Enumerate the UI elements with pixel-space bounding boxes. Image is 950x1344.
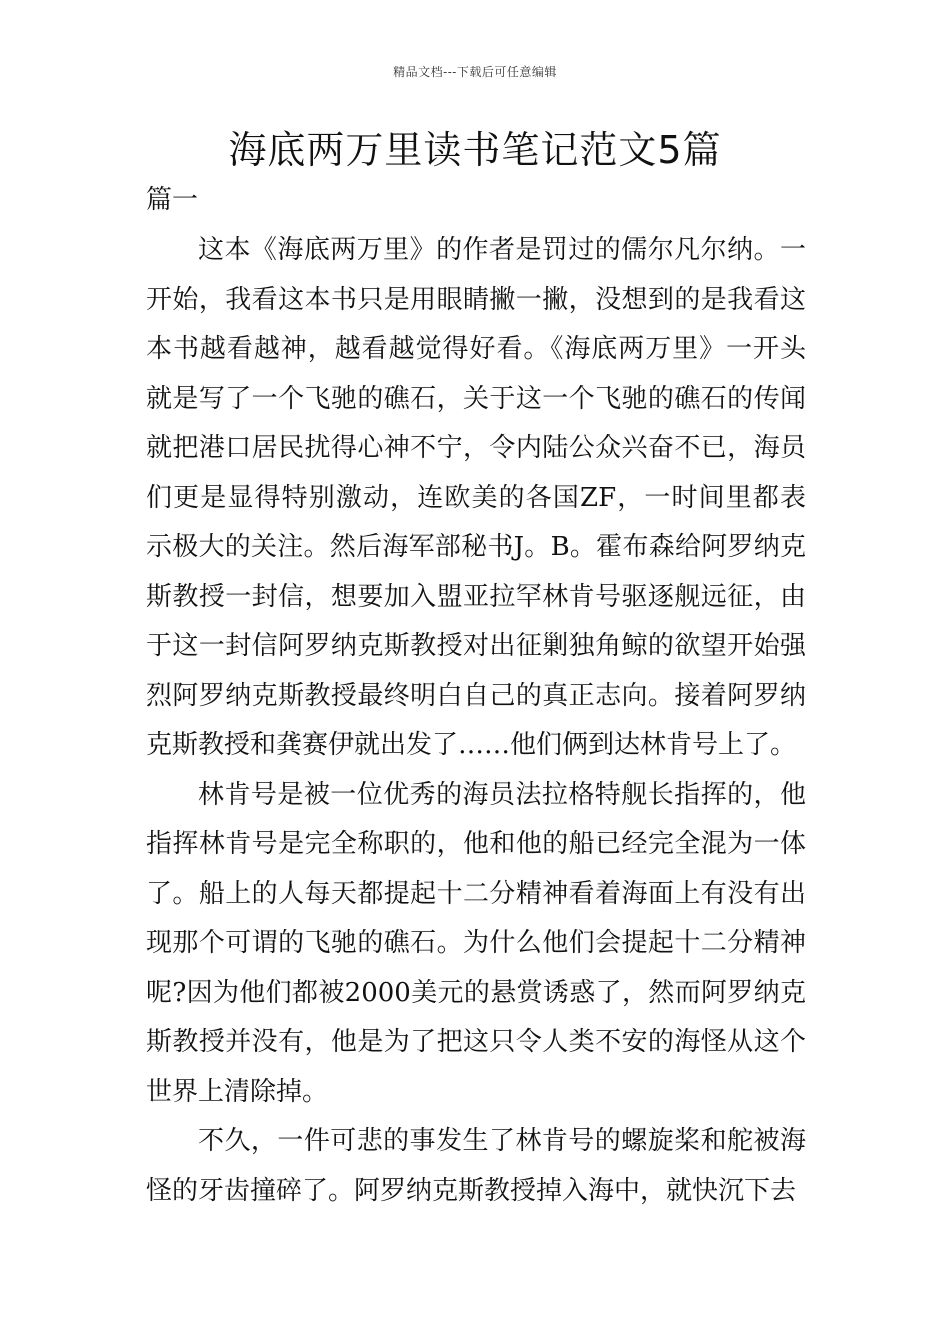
section-label: 篇一 <box>146 185 199 215</box>
header-note: 精品文档---下载后可任意编辑 <box>393 65 557 79</box>
paragraph-3: 不久，一件可悲的事发生了林肯号的螺旋桨和舵被海怪的牙齿撞碎了。阿罗纳克斯教授掉入海中，就快沉下去 <box>146 1126 806 1206</box>
body-text <box>146 226 806 1216</box>
document-title: 海底两万里读书笔记范文5篇 <box>228 128 722 172</box>
paragraph-1: 这本《海底两万里》的作者是罚过的儒尔凡尔纳。一开始，我看这本书只是用眼睛撇一撇，没想到的是我看这本书越看越神，越看越觉得好看。《海底两万里》一开头就是写了一个飞驰的礁石，关于这一个飞驰的礁石的传闻就把港口居民扰得心神不宁，令内陆公众兴奋不已，海员们更是显得特别激动，连欧美的各国ZF，一时间里都表示极大的关注。然后海军部秘书J。B。霍布森给阿罗纳克斯教授一封信，想要加入盟亚拉罕林肯号驱逐舰远征，由于这一封信阿罗纳克斯教授对出征剿独角鲸的欲望开始强烈阿罗纳克斯教授最终明白自己的真正志向。接着阿罗纳克斯教授和龚赛伊就出发了……他们俩到达林肯号上了。 <box>146 235 806 760</box>
paragraph-2: 林肯号是被一位优秀的海员法拉格特舰长指挥的，他指挥林肯号是完全称职的，他和他的船已经完全混为一体了。船上的人每天都提起十二分精神看着海面上有没有出现那个可谓的飞驰的礁石。为什么他们会提起十二分精神呢?因为他们都被2000美元的悬赏诱惑了，然而阿罗纳克斯教授并没有，他是为了把这只令人类不安的海怪从这个世界上清除掉。 <box>146 779 806 1107</box>
